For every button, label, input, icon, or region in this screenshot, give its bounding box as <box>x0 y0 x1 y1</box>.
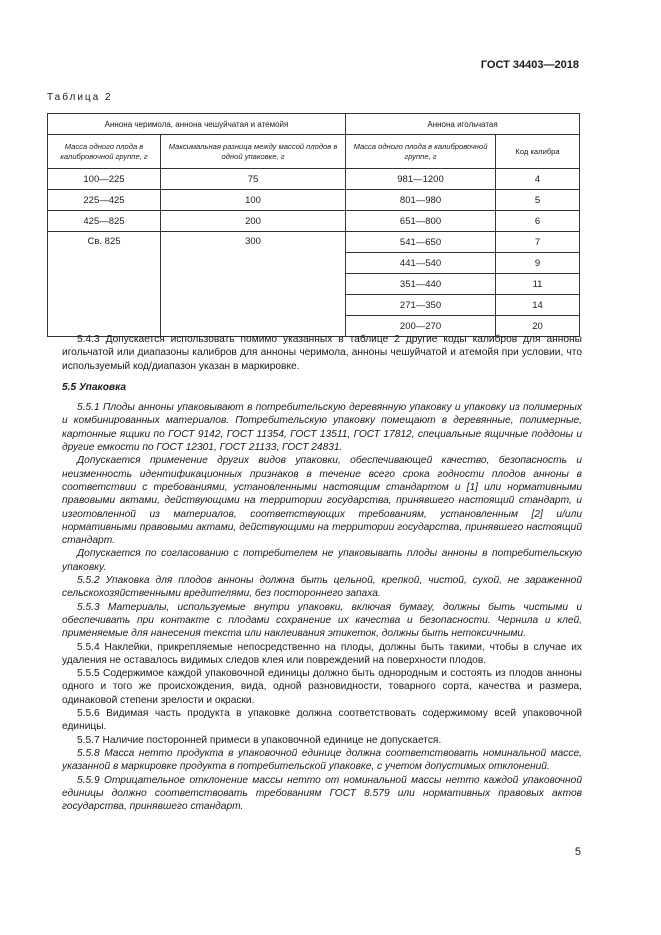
table-cell: 14 <box>496 295 580 316</box>
table-cell: 5 <box>496 190 580 211</box>
paragraph-5-5-9: 5.5.9 Отрицательное отклонение массы нетто от номинальной массы нетто каждой упаковочной единицы должно соответствовать требованиям ГОСТ 8.579 или нормативных правовых актов государства, принявшего стандарт. <box>62 774 582 813</box>
table-cell: 351—440 <box>346 274 496 295</box>
table-cell: 981—1200 <box>346 169 496 190</box>
table-cell: 6 <box>496 211 580 232</box>
paragraph-5-4-3: 5.4.3 Допускается использовать помимо указанных в таблице 2 другие коды калибров для анноны игольчатой или диапазоны калибров для анноны черимола, анноны чешуйчатой и атемойя при условии, что используемый код/диапазон указан в маркировке. <box>62 334 582 372</box>
paragraph-5-5-4: 5.5.4 Наклейки, прикрепляемые непосредственно на плоды, должны быть такими, чтобы в случае их удаления не оставалось видимых следов клея или повреждений на поверхности плодов. <box>62 641 582 666</box>
table-cell: 4 <box>496 169 580 190</box>
table-cell: 20 <box>496 316 580 337</box>
table-row <box>48 232 580 253</box>
table-row <box>48 211 580 232</box>
table-cell: 200 <box>161 211 346 232</box>
column-header-mass: Масса одного плода в калибровочной группе, г <box>48 135 161 169</box>
table-row <box>48 169 580 190</box>
paragraph-5-5-3: 5.5.3 Материалы, используемые внутри упаковки, включая бумагу, должны быть чистыми и обеспечивать при контакте с плодами сохранение их качества и безопасности. Чернила и клей, применяемые для нанесения текста или наклеивания этикеток, должны быть нетоксичными. <box>62 601 582 640</box>
table-cell: 75 <box>161 169 346 190</box>
column-header-mass: Масса одного плода в калибровочной группе, г <box>346 135 496 169</box>
table-cell: 7 <box>496 232 580 253</box>
table-cell: 11 <box>496 274 580 295</box>
table-row <box>48 190 580 211</box>
table-cell: 200—270 <box>346 316 496 337</box>
group-header-cherimoya: Аннона черимола, аннона чешуйчатая и атемойя <box>48 114 346 135</box>
paragraph-5-5-6: 5.5.6 Видимая часть продукта в упаковке должна соответствовать содержимому всей упаковочной единицы. <box>62 708 582 733</box>
table-group-header-row <box>48 114 580 135</box>
table-cell: 541—650 <box>346 232 496 253</box>
table-cell: 300 <box>161 232 346 337</box>
calibre-table <box>47 113 580 337</box>
table-cell: 100 <box>161 190 346 211</box>
column-header-max-difference: Максимальная разница между массой плодов в одной упаковке, г <box>161 135 346 169</box>
table-column-header-row <box>48 135 580 169</box>
table-cell: 100—225 <box>48 169 161 190</box>
table-cell: 9 <box>496 253 580 274</box>
paragraph: Допускается применение других видов упаковки, обеспечивающей качество, безопасность и неизменность идентификационных признаков в течение всего срока годности плодов анноны в соответствии с требованиями, установленными настоящим стандартом и [1] или нормативными правовыми актами, действующими на территории государства, принявшего настоящий стандарт, и изготовленной из материалов, соответствующих требованиям, установленным [2] и/или нормативными правовыми актами, действующими на территории государства, принявшего настоящий стандарт. <box>62 455 582 547</box>
table-cell: 651—800 <box>346 211 496 232</box>
body-text <box>62 333 582 813</box>
section-heading-packaging: 5.5 Упаковка <box>62 381 127 393</box>
table-cell: 225—425 <box>48 190 161 211</box>
document-header: ГОСТ 34403—2018 <box>480 59 579 71</box>
column-header-calibre-code: Код калибра <box>496 135 580 169</box>
paragraph-5-5-8: 5.5.8 Масса нетто продукта в упаковочной единице должна соответствовать номинальной массе, указанной в маркировке продукта в потребительской упаковке, с учетом допустимых отклонений. <box>62 747 582 773</box>
paragraph-5-5-5: 5.5.5 Содержимое каждой упаковочной единицы должно быть однородным и состоять из плодов анноны одного и того же происхождения, вида, одной разновидности, товарного сорта, качества и размера, одинаковой степени зрелости и окраски. <box>62 668 582 706</box>
table-cell: 801—980 <box>346 190 496 211</box>
paragraph-5-5-2: 5.5.2 Упаковка для плодов анноны должна быть цельной, крепкой, чистой, сухой, не зараженной сельскохозяйственными вредителями, без постороннего запаха. <box>62 575 582 600</box>
paragraph-5-5-7: 5.5.7 Наличие посторонней примеси в упаковочной единице не допускается. <box>77 734 442 746</box>
table-cell: 441—540 <box>346 253 496 274</box>
paragraph-5-5-1: 5.5.1 Плоды анноны упаковывают в потребительскую деревянную упаковку и упаковку из полимерных и комбинированных материалов. Потребительскую упаковку помещают в деревянные, полимерные, картонные ящики по ГОСТ 9142, ГОСТ 11354, ГОСТ 13511, ГОСТ 17812, специальные ящичные поддоны и другие емкости по ГОСТ 12301, ГОСТ 21133, ГОСТ 24831. <box>62 402 582 454</box>
table-cell: Св. 825 <box>48 232 161 337</box>
table-cell: 271—350 <box>346 295 496 316</box>
page-number: 5 <box>574 846 581 858</box>
table-caption: Таблица 2 <box>47 92 113 103</box>
group-header-soursop: Аннона игольчатая <box>346 114 580 135</box>
table-cell: 425—825 <box>48 211 161 232</box>
paragraph: Допускается по согласованию с потребителем не упаковывать плоды анноны в потребительскую упаковку. <box>62 548 582 573</box>
